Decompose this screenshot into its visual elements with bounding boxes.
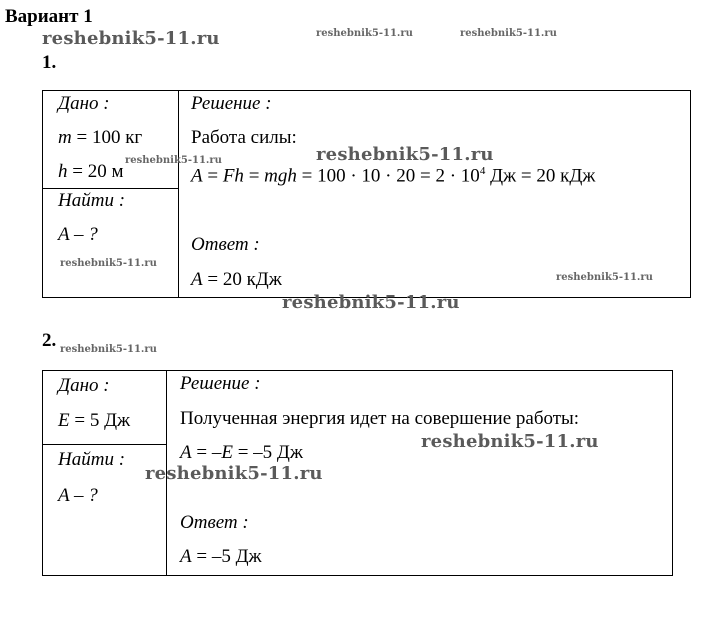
problem2-table: [42, 370, 673, 576]
formula: A = Fh = mgh = $100 \cdot 10 \cdot 20 = 2 \cdot 10^4$ Дж = 20 кДж: [191, 165, 596, 187]
solution-label: Решение :: [180, 373, 261, 394]
solution-text: Полученная энергия идет на совершение работы:: [180, 408, 580, 429]
find-label: Найти :: [58, 449, 126, 470]
watermark: reshebnik5-11.ru: [282, 292, 460, 313]
problem-number: 2.: [42, 330, 57, 351]
solution-label: Решение :: [191, 93, 272, 114]
watermark: reshebnik5-11.ru: [145, 463, 323, 484]
watermark: reshebnik5-11.ru: [60, 258, 157, 269]
problem-number: 1.: [42, 52, 57, 73]
given-label: Дано :: [58, 93, 110, 114]
find-value: A – ?: [58, 485, 98, 506]
watermark: reshebnik5-11.ru: [316, 144, 494, 165]
variant-title: Вариант 1: [5, 6, 93, 27]
given-value: h = 20 м: [58, 161, 124, 182]
given-label: Дано :: [58, 375, 110, 396]
table-divider: [42, 188, 179, 189]
formula: A = –E = –5 Дж: [180, 442, 303, 463]
watermark: reshebnik5-11.ru: [316, 28, 413, 39]
solution-text: Работа силы:: [191, 127, 297, 148]
watermark: reshebnik5-11.ru: [460, 28, 557, 39]
answer-label: Ответ :: [191, 234, 260, 255]
watermark: reshebnik5-11.ru: [556, 272, 653, 283]
answer-value: A = –5 Дж: [180, 546, 262, 567]
answer-value: A = 20 кДж: [191, 269, 282, 290]
watermark: reshebnik5-11.ru: [421, 431, 599, 452]
answer-label: Ответ :: [180, 512, 249, 533]
watermark: reshebnik5-11.ru: [60, 344, 157, 355]
table-divider: [178, 90, 179, 298]
given-value: m = 100 кг: [58, 127, 143, 148]
table-divider: [42, 444, 167, 445]
find-value: A – ?: [58, 224, 98, 245]
find-label: Найти :: [58, 190, 126, 211]
given-value: E = 5 Дж: [58, 410, 131, 431]
watermark: reshebnik5-11.ru: [125, 155, 222, 166]
watermark: reshebnik5-11.ru: [42, 28, 220, 49]
